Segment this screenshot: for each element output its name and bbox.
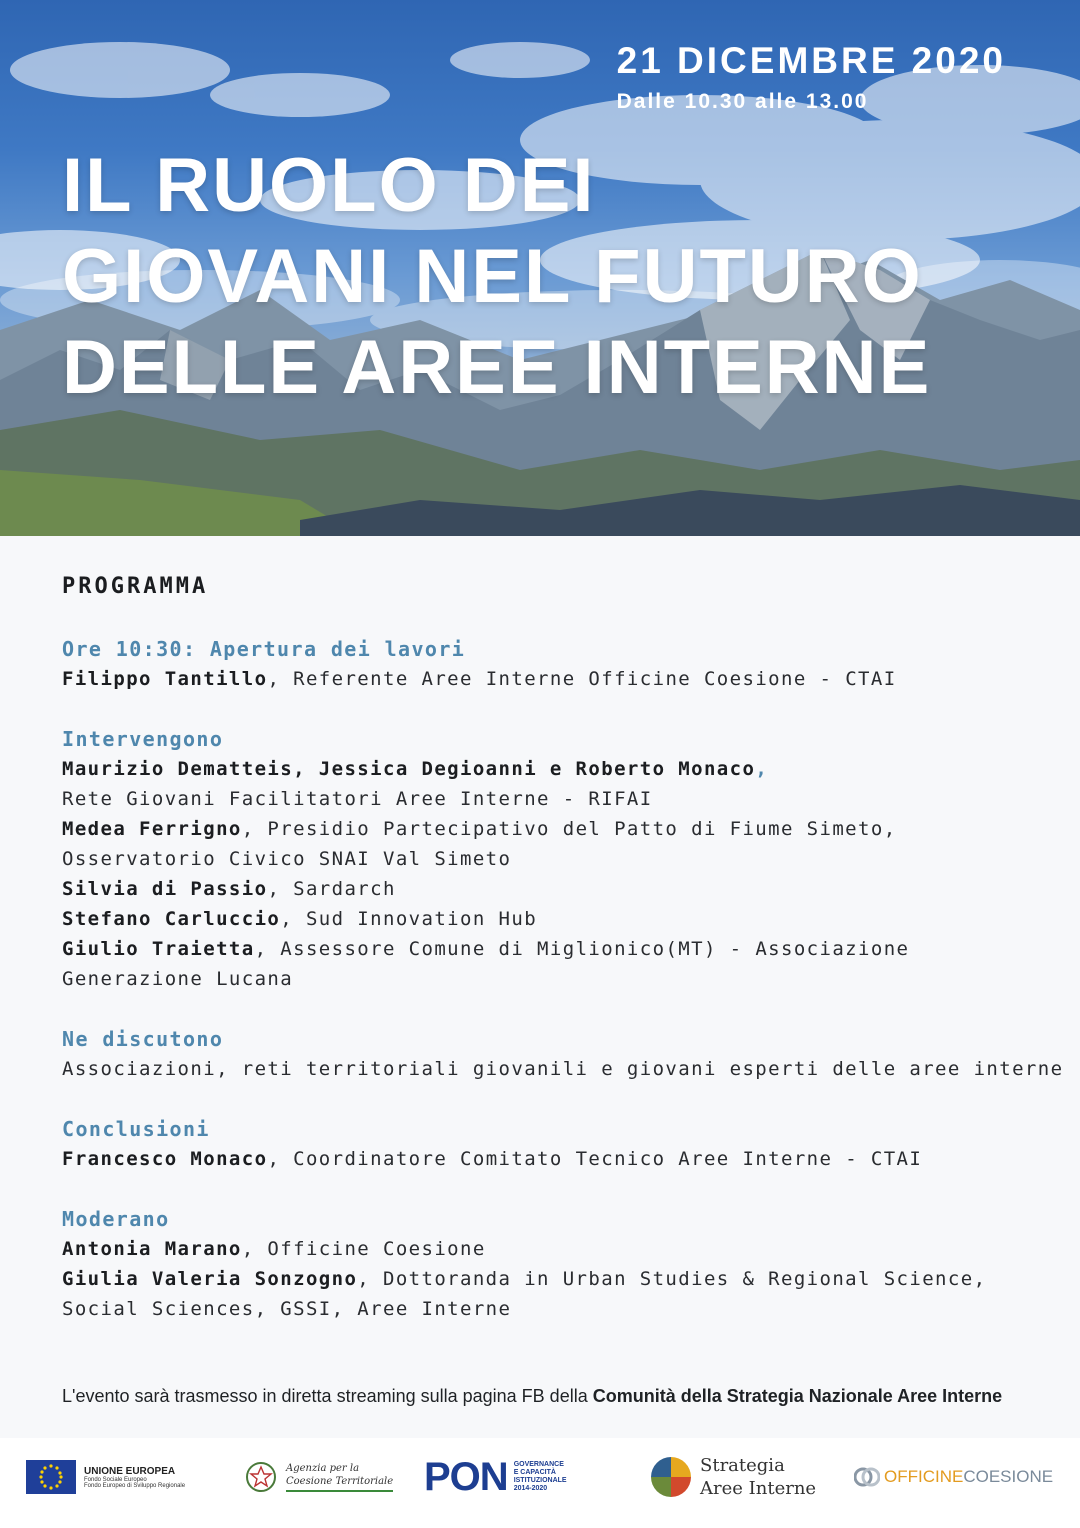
speaker-name: Silvia di Passio (62, 878, 268, 900)
program (62, 572, 1064, 1354)
speaker-role: , Coordinatore Comitato Tecnico Aree Interne - CTAI (267, 1148, 923, 1170)
speaker-name: Stefano Carluccio (62, 908, 281, 930)
speaker-name: Francesco Monaco (62, 1148, 268, 1170)
section-speakers (62, 724, 1022, 994)
oc-word-2: COESIONE (963, 1467, 1054, 1486)
speaker-name: Maurizio Dematteis, Jessica Degioanni e Roberto Monaco (62, 758, 756, 780)
eu-logo (26, 1438, 185, 1516)
speaker-role: Generazione Lucana (62, 968, 294, 990)
partner-logos (0, 1438, 1080, 1528)
speaker-line (62, 1144, 1022, 1174)
section-heading: Moderano (62, 1207, 170, 1231)
pon-line-1: GOVERNANCE (513, 1461, 564, 1468)
streaming-note (62, 1386, 1002, 1407)
title-line-3: DELLE AREE INTERNE (62, 325, 932, 410)
hero-banner (0, 0, 1080, 536)
section-conclusions (62, 1114, 1022, 1174)
speaker-role: , Dottoranda in Urban Studies & Regional Science, (357, 1268, 987, 1290)
oc-emblem-icon (854, 1466, 880, 1488)
speaker-line (62, 814, 1022, 844)
snai-line-2: Aree Interne (700, 1478, 817, 1499)
title-line-2: GIOVANI NEL FUTURO (62, 234, 923, 319)
pon-line-3: ISTITUZIONALE (513, 1477, 567, 1484)
speaker-line (62, 874, 1022, 904)
snai-emblem-icon (650, 1456, 692, 1498)
agency-line-1: Agenzia per la (286, 1463, 360, 1474)
section-heading: Ne discutono (62, 1027, 224, 1051)
speaker-line (62, 664, 1022, 694)
pon-logo (424, 1438, 567, 1516)
speaker-name: Giulia Valeria Sonzogno (62, 1268, 358, 1290)
separator: , (755, 758, 769, 780)
speaker-name: Medea Ferrigno (62, 818, 242, 840)
speaker-name: Giulio Traietta (62, 938, 255, 960)
event-title (62, 140, 931, 413)
event-date-block (617, 40, 1006, 114)
republic-emblem-icon (244, 1459, 278, 1495)
snai-line-1: Strategia (700, 1455, 785, 1476)
section-moderators (62, 1204, 1022, 1324)
streaming-note-text: L'evento sarà trasmesso in diretta streaming sulla pagina FB della (62, 1386, 593, 1406)
oc-word-1: OFFICINE (884, 1467, 964, 1486)
discussion-text: Associazioni, reti territoriali giovanili e giovani esperti delle aree interne (62, 1058, 1064, 1080)
speaker-role: , Presidio Partecipativo del Patto di Fiume Simeto, (241, 818, 897, 840)
eu-flag-icon (26, 1460, 76, 1494)
speaker-role: Social Sciences, GSSI, Aree Interne (62, 1298, 512, 1320)
eu-line-2: Fondo Europeo di Sviluppo Regionale (84, 1482, 186, 1489)
eu-title: UNIONE EUROPEA (84, 1465, 176, 1477)
speaker-role: , Sud Innovation Hub (280, 908, 538, 930)
speaker-line (62, 754, 1022, 784)
officine-coesione-logo (854, 1438, 1053, 1516)
speaker-role: , Sardarch (267, 878, 396, 900)
speaker-name: Antonia Marano (62, 1238, 242, 1260)
event-time: Dalle 10.30 alle 13.00 (616, 90, 869, 113)
section-heading: Conclusioni (62, 1117, 210, 1141)
speaker-line (62, 904, 1022, 934)
section-opening (62, 634, 1022, 694)
speaker-role: , Officine Coesione (241, 1238, 486, 1260)
speaker-role: , Referente Aree Interne Officine Coesione - CTAI (267, 668, 897, 690)
speaker-line (62, 1264, 1022, 1294)
speaker-name: Filippo Tantillo (62, 668, 268, 690)
title-line-1: IL RUOLO DEI (62, 143, 596, 228)
snai-logo (650, 1438, 816, 1516)
speaker-line (62, 934, 1022, 964)
speaker-line (62, 1234, 1022, 1264)
pon-wordmark: PON (424, 1454, 508, 1499)
section-heading: Ore 10:30: Apertura dei lavori (62, 637, 466, 661)
speaker-role: , Assessore Comune di Miglionico(MT) - Associazione (254, 938, 910, 960)
eu-line-1: Fondo Sociale Europeo (84, 1476, 147, 1483)
section-discussion (62, 1024, 1064, 1084)
event-date: 21 DICEMBRE 2020 (616, 40, 1006, 81)
pon-line-4: 2014-2020 (513, 1485, 548, 1492)
section-heading: Intervengono (62, 727, 224, 751)
pon-line-2: E CAPACITÀ (513, 1469, 556, 1476)
agency-logo (244, 1438, 393, 1516)
speaker-role: Rete Giovani Facilitatori Aree Interne - RIFAI (62, 788, 653, 810)
program-title: PROGRAMMA (62, 574, 209, 599)
agency-line-2: Coesione Territoriale (286, 1476, 394, 1487)
streaming-page-name: Comunità della Strategia Nazionale Aree Interne (592, 1386, 1003, 1406)
speaker-role: Osservatorio Civico SNAI Val Simeto (62, 848, 512, 870)
